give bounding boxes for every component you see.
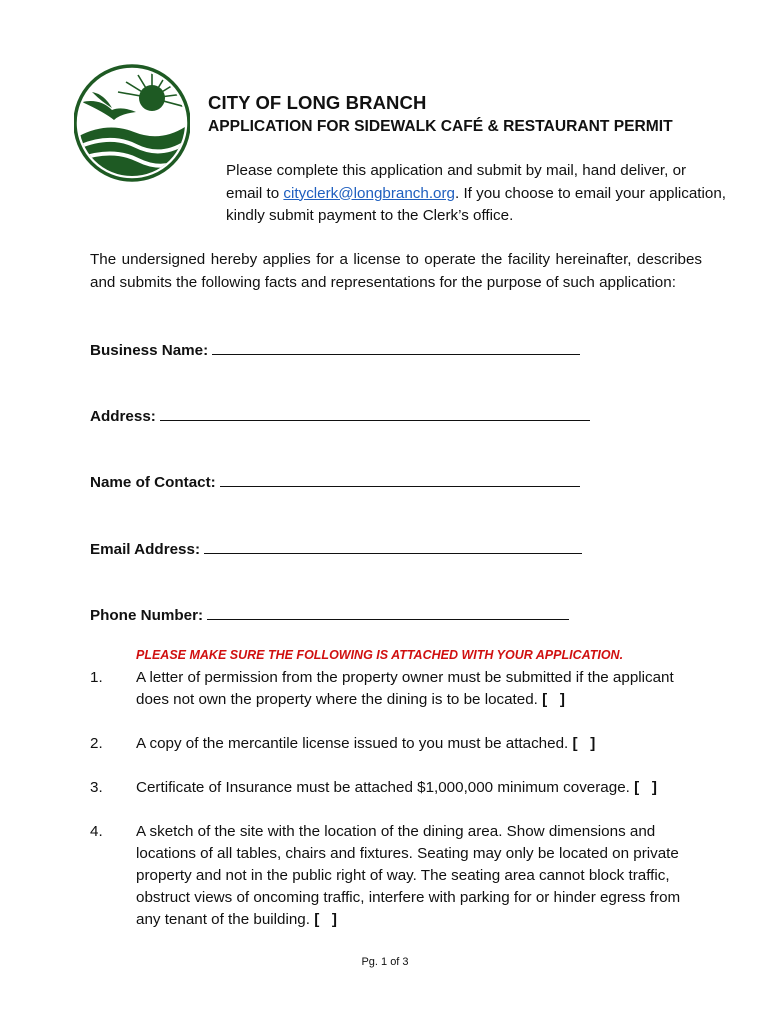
item-checkbox[interactable]: [ ] <box>314 911 337 928</box>
page-number: Pg. 1 of 3 <box>361 956 409 968</box>
item-text: A letter of permission from the property owner must be submitted if the applicant does not own the property where the dining is to be located. <box>136 669 674 708</box>
attachment-notice: PLEASE MAKE SURE THE FOLLOWING IS ATTACHED WITH YOUR APPLICATION. <box>136 648 624 662</box>
phone-number-line[interactable] <box>207 605 569 620</box>
phone-number-field[interactable] <box>90 605 569 624</box>
address-field[interactable] <box>90 406 590 425</box>
clerk-email-link[interactable]: cityclerk@longbranch.org <box>283 184 455 202</box>
instructions-text-2: . If you choose to email your application, kindly submit payment to the Clerk’s office. <box>226 184 726 224</box>
email-address-field[interactable] <box>90 539 582 558</box>
business-name-field[interactable] <box>90 340 580 359</box>
instructions-text-1: Please complete this application and submit by mail, hand deliver, or email to <box>226 162 687 202</box>
email-address-line[interactable] <box>204 539 582 554</box>
item-checkbox[interactable]: [ ] <box>542 691 565 708</box>
instructions <box>226 160 726 228</box>
item-checkbox[interactable]: [ ] <box>572 735 596 752</box>
item-checkbox[interactable]: [ ] <box>634 779 657 796</box>
address-label: Address: <box>90 408 156 425</box>
city-seal-logo <box>74 62 190 184</box>
name-of-contact-field[interactable] <box>90 472 580 491</box>
permit-title: APPLICATION FOR SIDEWALK CAFÉ & RESTAURANT PERMIT <box>208 118 673 135</box>
item-text: Certificate of Insurance must be attached $1,000,000 minimum coverage. <box>136 779 630 796</box>
item-number: 3. <box>90 779 103 796</box>
application-statement: The undersigned hereby applies for a license to operate the facility hereinafter, describes and submits the following facts and representations for the purpose of such application: <box>90 251 702 291</box>
item-number: 4. <box>90 823 103 840</box>
phone-number-label: Phone Number: <box>90 607 204 624</box>
business-name-label: Business Name: <box>90 342 209 359</box>
name-of-contact-line[interactable] <box>220 472 580 487</box>
item-text: A sketch of the site with the location of the dining area. Show dimensions and locations of all tables, chairs and fixtures. Seating may only be located on private property and not in the public right of way. The seating area cannot block traffic, obstruct views of oncoming traffic, interfere with parking for or hinder egress from any tenant of the building. <box>136 823 681 928</box>
business-name-line[interactable] <box>212 340 580 355</box>
email-address-label: Email Address: <box>90 541 201 558</box>
item-text: A copy of the mercantile license issued to you must be attached. <box>136 735 569 752</box>
item-number: 2. <box>90 735 103 752</box>
city-title: CITY OF LONG BRANCH <box>208 92 427 113</box>
item-number: 1. <box>90 669 103 686</box>
name-of-contact-label: Name of Contact: <box>90 474 216 491</box>
address-line[interactable] <box>160 406 590 421</box>
